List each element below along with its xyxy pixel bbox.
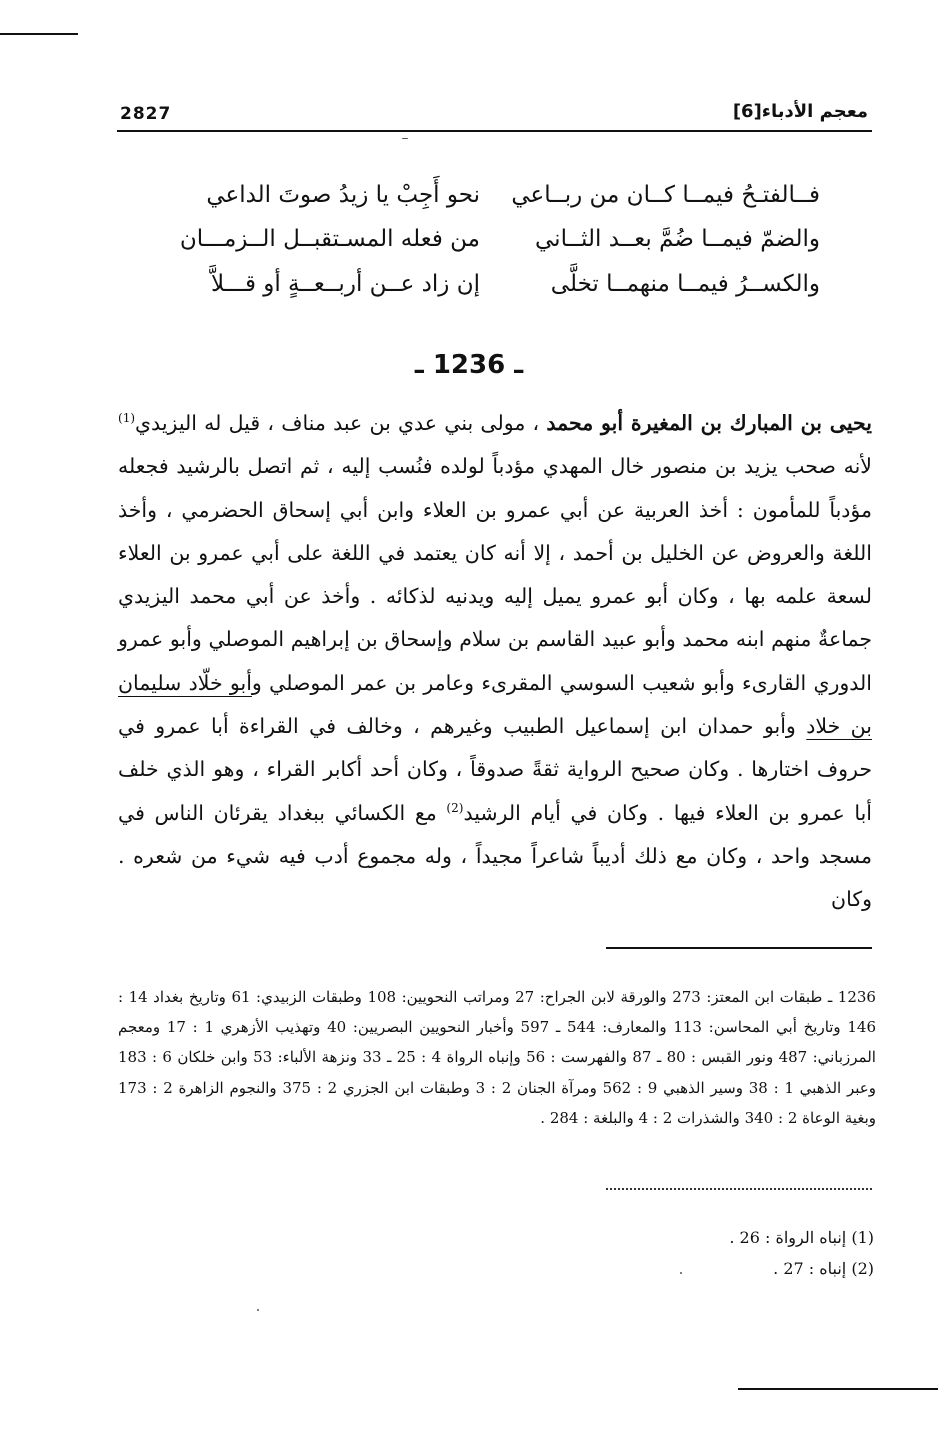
verse-first-hemistich: والكســرُ فيمــا منهمــا تخلَّى — [550, 271, 820, 297]
scan-speck — [402, 138, 408, 139]
footnote-1: (1) إنباه الرواة : 26 . — [729, 1228, 874, 1247]
body-segment: مع الكسائي ببغداد يقرئان الناس في مسجد واحد ، وكان مع ذلك أديباً شاعراً مجيداً ، وله مجموع أدب فيه شيء من شعره . وكان — [118, 800, 872, 912]
verse-first-hemistich: والضمّ فيمــا ضُمَّ بعــد الثــاني — [535, 226, 820, 252]
footnote-ref-2: (2) — [446, 800, 464, 815]
verse-second-hemistich: نحو أَجِبْ يا زيدُ صوتَ الداعي — [206, 182, 480, 208]
underlined-phrase: أبو خلّاد سليمان بن خلاد — [118, 670, 872, 739]
body-segment: ، مولى بني عدي بن عبد مناف ، قيل له اليزيدي — [135, 411, 547, 435]
dotted-separator — [606, 1188, 872, 1190]
footnote-ref-1: (1) — [118, 411, 136, 426]
poem-verse — [170, 271, 820, 311]
scan-speck — [680, 1272, 682, 1274]
poem-verse — [170, 182, 820, 222]
body-segment: لأنه صحب يزيد بن منصور خال المهدي مؤدباً لولده فنُسب إليه ، ثم اتصل بالرشيد فجعله مؤدباً للمأمون : أخذ العربية عن أبي عمرو بن العلاء وابن أبي إسحاق الحضرمي ، وأخذ اللغة والعروض عن الخليل بن أحمد ، إلا أنه كان يعتمد في اللغة على أبي عمرو بن العلاء لسعة علمه بها ، وكان أبو عمرو يميل إليه ويدنيه لذكائه . وأخذ عن أبي محمد اليزيدي جماعةٌ منهم ابنه محمد وأبو عبيد القاسم بن سلام وإسحاق بن إبراهيم الموصلي وأبو عمرو الدوري القارىء وأبو شعيب السوسي المقرىء وعامر بن عمر الموصلي و — [118, 454, 873, 695]
sources-list: 1236 ـ طبقات ابن المعتز: 273 والورقة لابن الجراح: 27 ومراتب النحويين: 108 وطبقات الزبيدي: 61 وتاريخ بغداد 14 : 146 وتاريخ أبي المحاسن: 113 والمعارف: 544 ـ 597 وأخبار النحويين البصريين: 40 وتهذيب الأزهري 1 : 17 ومعجم المرزباني: 487 ونور القبس : 80 ـ 87 والفهرست : 56 وإنباه الرواة 4 : 25 ـ 33 ونزهة الألباء: 53 وابن خلكان 6 : 183 وعبر الذهبي 1 : 38 وسير الذهبي 9 : 562 ومرآة الجنان 2 : 3 وطبقات ابن الجزري 2 : 375 والنجوم الزاهرة 2 : 173 وبغية الوعاة 2 : 340 والشذرات 2 : 4 والبلغة : 284 . — [118, 988, 877, 1127]
entry-body — [118, 402, 872, 922]
verse-second-hemistich: من فعله المسـتقبــل الــزمـــان — [179, 226, 480, 252]
verse-second-hemistich: إن زاد عــن أربــعــةٍ أو قـــلاَّ — [211, 271, 480, 297]
verse-first-hemistich: فــالفتـحُ فيمــا كــان من ربــاعي — [511, 182, 820, 208]
footnote-separator — [606, 947, 872, 949]
running-title: معجم الأدباء[6] — [732, 101, 868, 122]
header-rule — [117, 130, 872, 132]
entry-number: ـ 1236 ـ — [414, 350, 524, 380]
scan-speck — [257, 1309, 259, 1311]
page-number: 2827 — [120, 104, 172, 124]
footnote-2: (2) إنباه : 27 . — [773, 1259, 874, 1278]
bottom-corner-rule — [738, 1388, 938, 1390]
top-corner-rule — [0, 33, 78, 35]
entry-name-heading: يحيى بن المبارك بن المغيرة أبو محمد — [546, 411, 872, 435]
poem-verse — [170, 226, 820, 266]
body-segment: وأبو حمدان ابن إسماعيل الطبيب وغيرهم ، وخالف في القراءة أبا عمرو في حروف اختارها . وكان صحيح الرواية ثقةً صدوقاً ، وكان أحد أكابر القراء ، وهو الذي خلف أبا عمرو بن العلاء فيها . وكان في أيام الرشيد — [118, 714, 872, 825]
